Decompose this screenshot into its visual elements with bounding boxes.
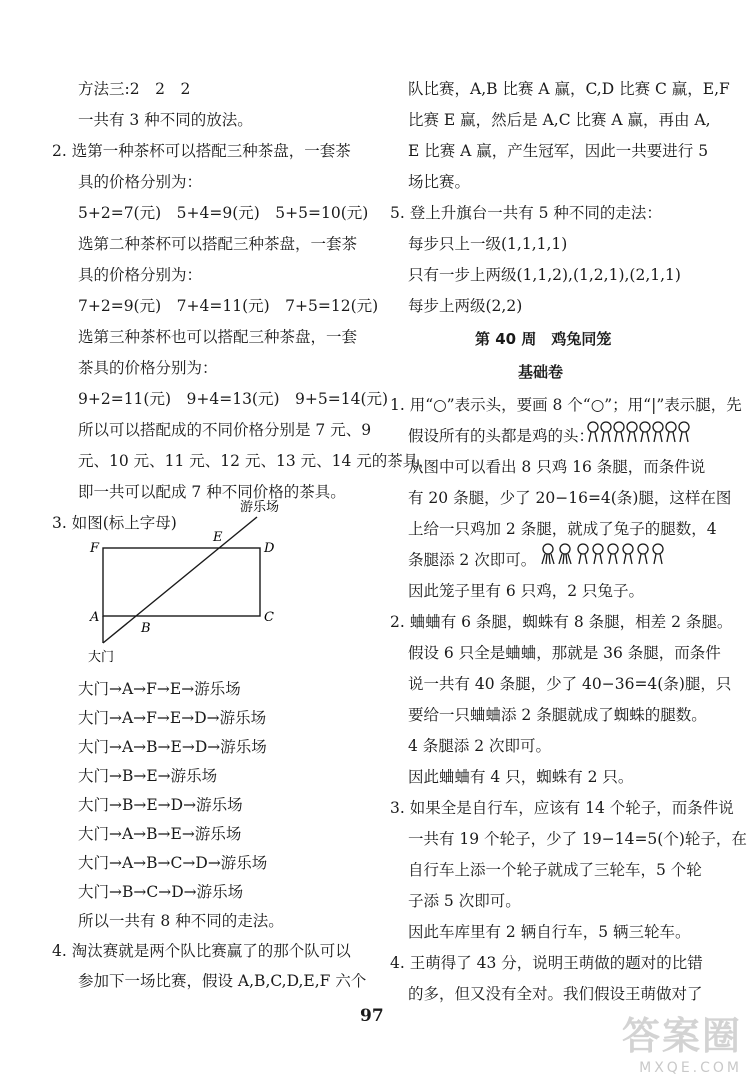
route-diagram (80, 495, 320, 670)
head-figure (614, 422, 624, 442)
rectangle-afdc (103, 548, 260, 616)
route-line: 大门→A→F→E→D→游乐场 (78, 709, 267, 727)
text-line: 茶具的价格分别为： (78, 359, 218, 377)
text-line: 因此蛐蛐有 4 只，蜘蛛有 2 只。 (408, 768, 634, 786)
text-line: 假设所有的头都是鸡的头： (408, 427, 595, 445)
label-d: D (264, 541, 275, 556)
route-line: 大门→A→B→E→游乐场 (78, 825, 242, 843)
text-line: 因此笼子里有 6 只鸡，2 只兔子。 (408, 582, 645, 600)
section-title: 第 40 周 鸡兔同笼 (475, 330, 612, 348)
label-b: B (141, 621, 151, 636)
route-line: 大门→B→E→D→游乐场 (78, 796, 243, 814)
text-line: 2. 蛐蛐有 6 条腿，蜘蛛有 8 条腿，相差 2 条腿。 (390, 613, 733, 631)
head-figure (578, 544, 588, 564)
diagonal-line (103, 517, 257, 643)
text-line: 说一共有 40 条腿，少了 40−36=4(条)腿，只 (408, 675, 732, 693)
text-line: 自行车上添一个轮子就成了三轮车，5 个轮 (408, 861, 702, 879)
watermark (622, 1005, 742, 1076)
text-line: 因此车库里有 2 辆自行车，5 辆三轮车。 (408, 923, 691, 941)
head-figure (640, 422, 650, 442)
text-line: 3. 如果全是自行车，应该有 14 个轮子，而条件说 (390, 799, 734, 817)
watermark-url: MXQE.COM (639, 1060, 742, 1076)
text-line: 9+2=11(元) 9+4=13(元) 9+5=14(元) (78, 390, 389, 408)
label-f: F (90, 541, 100, 556)
text-line: 条腿添 2 次即可。 (408, 551, 537, 569)
head-figure (588, 422, 598, 442)
text-line: 所以一共有 8 种不同的走法。 (78, 912, 284, 930)
watermark-logo: 答案圈 (621, 1014, 742, 1058)
text-line: 方法三:2 2 2 (78, 80, 191, 98)
route-line: 大门→A→B→C→D→游乐场 (78, 854, 268, 872)
page-number: 97 (360, 1006, 384, 1026)
head-figure (608, 544, 618, 564)
text-line: 子添 5 次即可。 (408, 892, 521, 910)
text-line: 要给一只蛐蛐添 2 条腿就成了蜘蛛的腿数。 (408, 706, 707, 724)
route-line: 大门→B→E→游乐场 (78, 767, 218, 785)
head-figure (666, 422, 676, 442)
head-figure (638, 544, 648, 564)
text-line: 比赛 E 赢，然后是 A,C 比赛 A 赢，再由 A, (408, 111, 711, 129)
label-gate: 大门 (88, 650, 115, 665)
route-line: 大门→B→C→D→游乐场 (78, 883, 244, 901)
label-a: A (90, 610, 100, 625)
text-line: E 比赛 A 赢，产生冠军，因此一共要进行 5 (408, 142, 709, 160)
text-line: 4 条腿添 2 次即可。 (408, 737, 552, 755)
text-line: 的多，但又没有全对。我们假设王萌做对了 (408, 985, 703, 1003)
text-line: 参加下一场比赛，假设 A,B,C,D,E,F 六个 (78, 972, 367, 990)
head-figure (653, 422, 663, 442)
text-line: 只有一步上两级(1,1,2),(1,2,1),(2,1,1) (408, 266, 681, 284)
head-figure (679, 422, 689, 442)
label-c: C (264, 610, 274, 625)
text-line: 3. 如图(标上字母) (52, 514, 177, 532)
text-line: 4. 王萌得了 43 分，说明王萌做的题对的比错 (390, 954, 703, 972)
chicken-heads-figure (586, 420, 696, 446)
text-line: 选第二种茶杯可以搭配三种茶盘，一套茶 (78, 235, 358, 253)
route-line: 大门→A→F→E→游乐场 (78, 680, 241, 698)
head-figure (601, 422, 611, 442)
text-line: 假设 6 只全是蛐蛐，那就是 36 条腿，而条件 (408, 644, 721, 662)
head-figure (623, 544, 633, 564)
label-amusement-park: 游乐场 (240, 500, 280, 515)
text-line: 4. 淘汰赛就是两个队比赛赢了的那个队可以 (52, 942, 351, 960)
text-line: 上给一只鸡加 2 条腿，就成了兔子的腿数，4 (408, 520, 717, 538)
text-line: 场比赛。 (408, 173, 471, 191)
sub-title: 基础卷 (518, 363, 564, 381)
route-line: 大门→A→B→E→D→游乐场 (78, 738, 267, 756)
text-line: 5. 登上升旗台一共有 5 种不同的走法： (390, 204, 662, 222)
text-line: 一共有 3 种不同的放法。 (78, 111, 253, 129)
text-line: 所以可以搭配成的不同价格分别是 7 元、9 (78, 421, 372, 439)
text-line: 2. 选第一种茶杯可以搭配三种茶盘，一套茶 (52, 142, 351, 160)
text-line: 即一共可以配成 7 种不同价格的茶具。 (78, 483, 346, 501)
text-line: 1. 用“○”表示头，要画 8 个“○”；用“|”表示腿，先 (390, 396, 742, 414)
text-line: 元、10 元、11 元、12 元、13 元、14 元的茶具， (78, 452, 434, 470)
text-line: 队比赛，A,B 比赛 A 赢，C,D 比赛 C 赢，E,F (408, 80, 730, 98)
text-line: 每步上两级(2,2) (408, 297, 523, 315)
rabbit-figure (559, 544, 571, 564)
text-line: 具的价格分别为： (78, 173, 203, 191)
text-line: 具的价格分别为： (78, 266, 203, 284)
label-e: E (213, 530, 223, 545)
text-line: 一共有 19 个轮子，少了 19−14=5(个)轮子，在 (408, 830, 747, 848)
rabbit-chicken-figure (540, 542, 670, 568)
text-line: 5+2=7(元) 5+4=9(元) 5+5=10(元) (78, 204, 369, 222)
text-line: 7+2=9(元) 7+4=11(元) 7+5=12(元) (78, 297, 379, 315)
text-line: 有 20 条腿，少了 20−16=4(条)腿，这样在图 (408, 489, 732, 507)
head-figure (653, 544, 663, 564)
text-line: 每步只上一级(1,1,1,1) (408, 235, 568, 253)
text-line: 选第三种茶杯也可以搭配三种茶盘，一套 (78, 328, 358, 346)
head-figure (627, 422, 637, 442)
text-line: 从图中可以看出 8 只鸡 16 条腿，而条件说 (408, 458, 706, 476)
head-figure (593, 544, 603, 564)
rabbit-figure (542, 544, 554, 564)
